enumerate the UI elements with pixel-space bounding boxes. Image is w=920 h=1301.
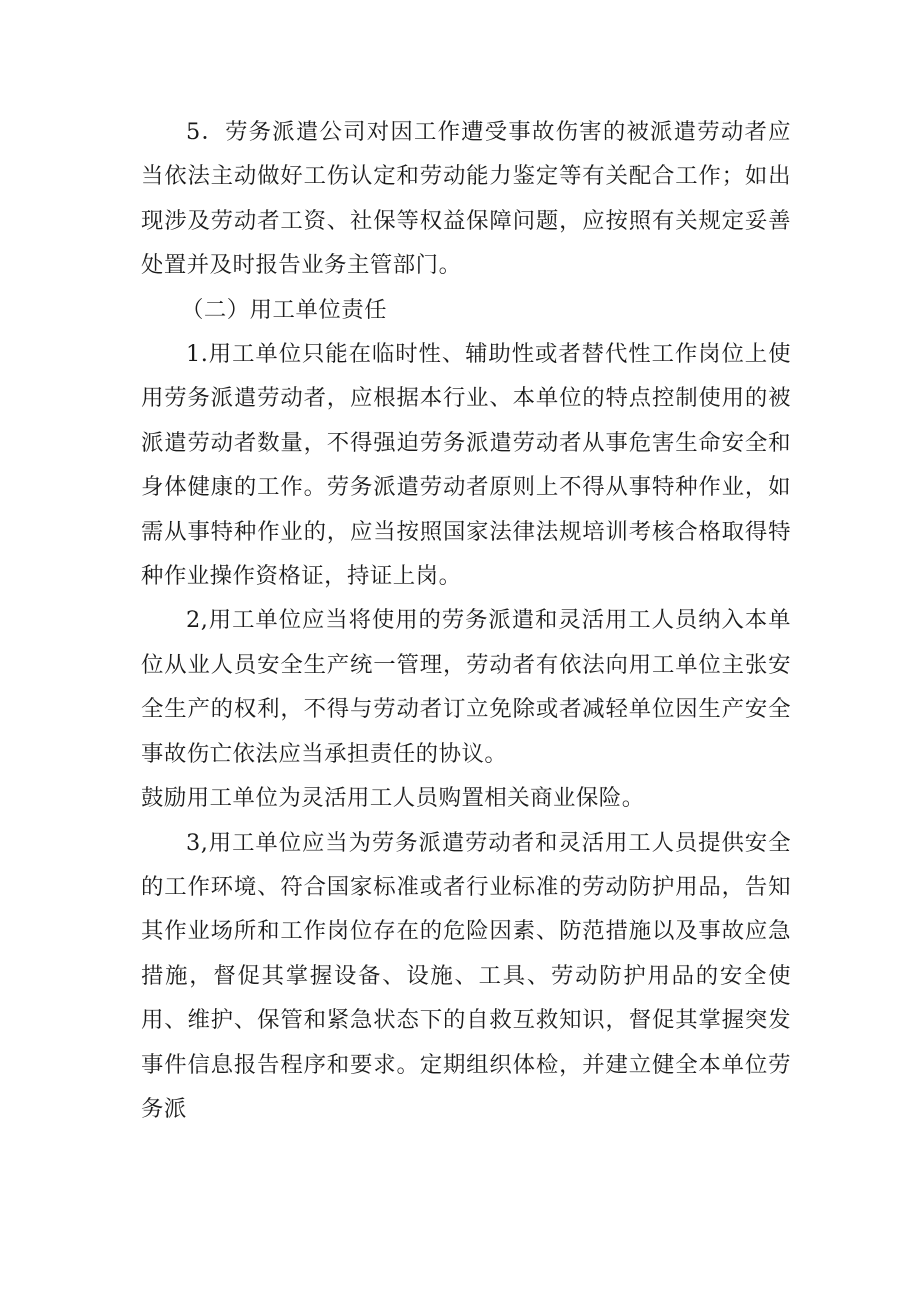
paragraph-3-work-environment: 3,用工单位应当为劳务派遣劳动者和灵活用工人员提供安全的工作环境、符合国家标准或者行业标准的劳动防护用品，告知其作业场所和工作岗位存在的危险因素、防范措施以及事故应急措施，督促其掌握设备、设施、工具、劳动防护用品的安全使用、维护、保管和紧急状态下的自救互救知识，督促其掌握突发事件信息报告程序和要求。定期组织体检，并建立健全本单位劳务派 [141, 829, 791, 1122]
paragraph-5-dispatch-company-injury: 5．劳务派遣公司对因工作遭受事故伤害的被派遣劳动者应当依法主动做好工伤认定和劳动能力鉴定等有关配合工作；如出现涉及劳动者工资、社保等权益保障问题，应按照有关规定妥善处置并及时报告业务主管部门。 [141, 119, 791, 279]
paragraph-2-safety-management: 2,用工单位应当将使用的劳务派遣和灵活用工人员纳入本单位从业人员安全生产统一管理，劳动者有依法向用工单位主张安全生产的权利，不得与劳动者订立免除或者减轻单位因生产安全事故伤亡依法应当承担责任的协议。 [141, 607, 791, 767]
paragraph-insurance-encouragement: 鼓励用工单位为灵活用工人员购置相关商业保险。 [141, 785, 645, 812]
paragraph-1-employer-positions: 1.用工单位只能在临时性、辅助性或者替代性工作岗位上使用劳务派遣劳动者，应根据本行业、本单位的特点控制使用的被派遣劳动者数量，不得强迫劳务派遣劳动者从事危害生命安全和身体健康的工作。劳务派遣劳动者原则上不得从事特种作业，如需从事特种作业的，应当按照国家法律法规培训考核合格取得特种作业操作资格证，持证上岗。 [141, 341, 791, 590]
section-heading-employer-responsibility: （二）用工单位责任 [181, 296, 388, 323]
document-body [141, 110, 791, 1131]
